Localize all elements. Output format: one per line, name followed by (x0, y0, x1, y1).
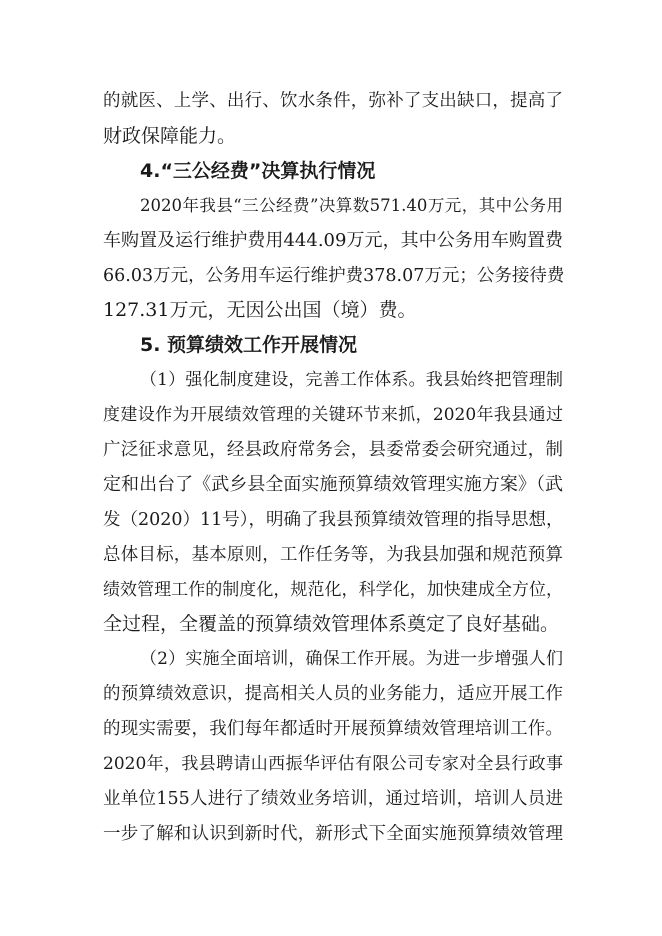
paragraph-line: 一步了解和认识到新时代，新形式下全面实施预算绩效管理 (103, 824, 563, 844)
paragraph-line: 财政保障能力。 (103, 125, 237, 147)
paragraph-line: 定和出台了《武乡县全面实施预算绩效管理实施方案》（武 (103, 474, 563, 495)
paragraph-line: 度建设作为开展绩效管理的关键环节来抓，2020年我县通过 (103, 405, 563, 425)
paragraph-line: （2）实施全面培训，确保工作开展。为进一步增强人们 (140, 649, 563, 669)
paragraph-line: 全过程，全覆盖的预算绩效管理体系奠定了良好基础。 (103, 613, 560, 635)
paragraph-line: 的就医、上学、出行、饮水条件，弥补了支出缺口，提高了 (103, 91, 563, 111)
paragraph-line: 2020年我县“三公经费”决算数571.40万元，其中公务用 (140, 196, 563, 215)
paragraph-line: 发（2020）11号），明确了我县预算绩效管理的指导思想， (103, 510, 564, 530)
paragraph-line: 总体目标，基本原则，工作任务等，为我县加强和规范预算 (103, 545, 563, 565)
paragraph-line: 的现实需要，我们每年都适时开展预算绩效管理培训工作。 (103, 719, 563, 739)
paragraph-line: 127.31万元，无因公出国（境）费。 (103, 299, 417, 321)
paragraph-line: 绩效管理工作的制度化，规范化，科学化，加快建成全方位， (103, 580, 563, 600)
paragraph-line: 业单位155人进行了绩效业务培训，通过培训，培训人员进 (103, 789, 563, 809)
paragraph-line: 66.03万元，公务用车运行维护费378.07万元；公务接待费 (103, 266, 565, 286)
paragraph-line: （1）强化制度建设，完善工作体系。我县始终把管理制 (140, 370, 563, 390)
paragraph-line: 2020年，我县聘请山西振华评估有限公司专家对全县行政事 (103, 754, 563, 774)
paragraph-line: 车购置及运行维护费用444.09万元，其中公务用车购置费 (103, 230, 563, 251)
paragraph-line: 广泛征求意见，经县政府常务会，县委常委会研究通过，制 (103, 440, 563, 460)
section-heading: 5. 预算绩效工作开展情况 (140, 334, 358, 356)
section-heading: 4.“三公经费”决算执行情况 (140, 160, 376, 182)
paragraph-line: 的预算绩效意识，提高相关人员的业务能力，适应开展工作 (103, 684, 563, 704)
